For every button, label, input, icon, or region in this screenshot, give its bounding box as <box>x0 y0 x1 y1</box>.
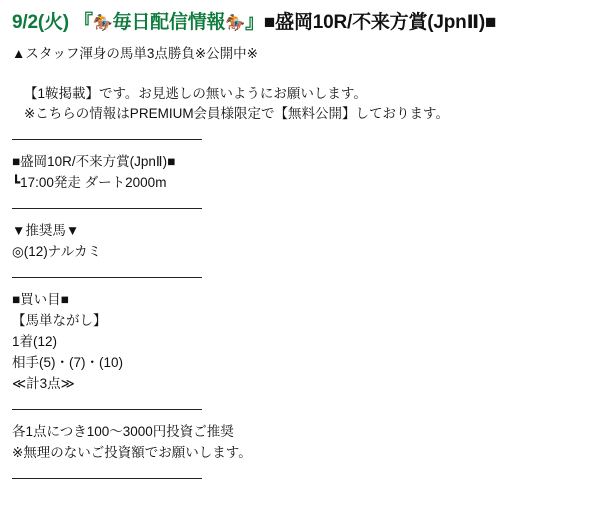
divider-1 <box>12 139 202 140</box>
bet-partners: 相手(5)・(7)・(10) <box>12 354 124 370</box>
headline-bracket-close: 』 <box>245 12 264 33</box>
divider-2 <box>12 208 202 209</box>
advice-line-2: ※無理のないご投資額でお願いします。 <box>12 444 252 460</box>
notice-line-1: 【1鞍掲載】です。お見逃しの無いようにお願いします。 <box>24 85 367 101</box>
advice-line-1: 各1点につき100〜3000円投資ご推奨 <box>12 423 234 439</box>
divider-3 <box>12 277 202 278</box>
horse-icon-right: 🏇 <box>225 15 246 32</box>
recommend-horse: ◎(12)ナルカミ <box>12 244 102 260</box>
bet-type: 【馬単ながし】 <box>12 312 107 328</box>
race-info-title: ■盛岡10R/不来方賞(JpnⅡ)■ <box>12 154 176 170</box>
headline-title: 毎日配信情報 <box>112 12 226 33</box>
horse-icon-left: 🏇 <box>92 15 113 32</box>
divider-4 <box>12 409 202 410</box>
headline-bracket-open: 『 <box>73 12 93 33</box>
notice-line-2: ※こちらの情報はPREMIUM会員様限定で【無料公開】しております。 <box>24 106 449 122</box>
recommend-heading: ▼推奨馬▼ <box>12 223 80 239</box>
race-info-detail: ┗17:00発走 ダート2000m <box>12 175 167 191</box>
subtitle-line: ▲スタッフ渾身の馬単3点勝負※公開中※ <box>12 45 258 61</box>
bet-first: 1着(12) <box>12 333 58 349</box>
divider-5 <box>12 478 202 479</box>
bet-total: ≪計3点≫ <box>12 375 75 391</box>
page-title <box>12 10 594 36</box>
bet-heading: ■買い目■ <box>12 292 69 308</box>
headline-date: 9/2(火) <box>12 12 69 33</box>
headline-race: ■盛岡10R/不来方賞(JpnⅡ)■ <box>263 12 497 33</box>
